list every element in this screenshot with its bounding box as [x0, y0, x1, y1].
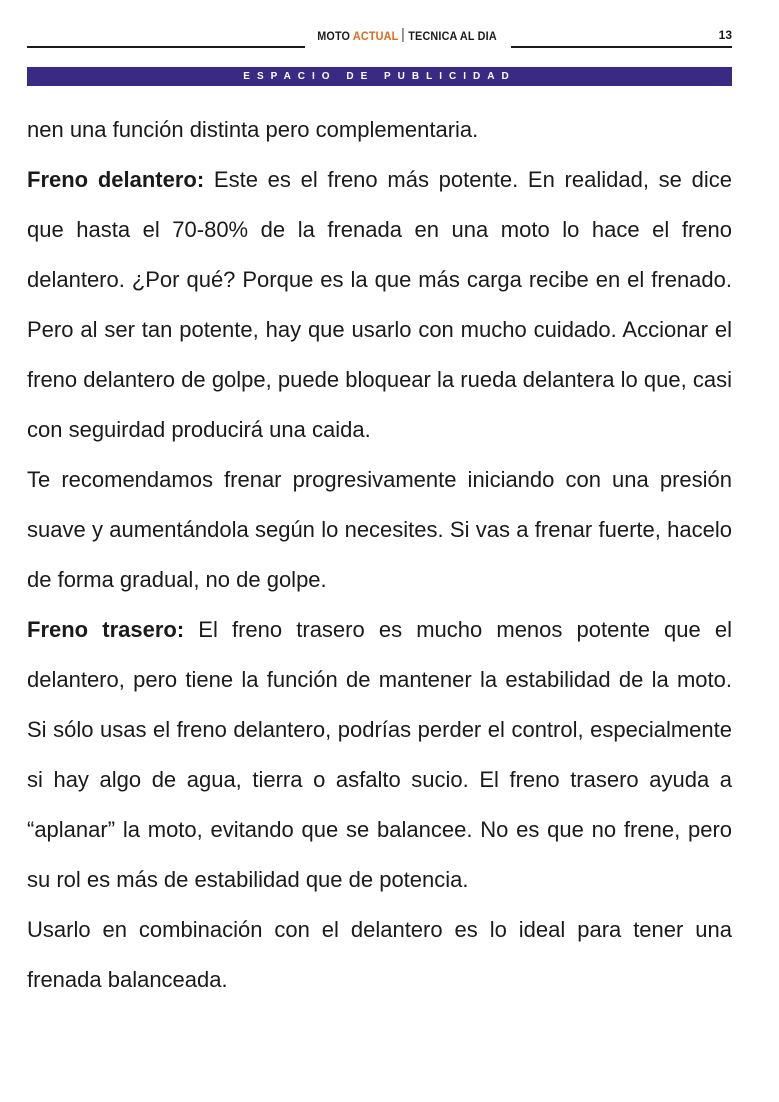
header-rule-left [27, 46, 305, 48]
brand-divider [403, 28, 404, 42]
rear-brake-heading: Freno trasero: [27, 617, 185, 642]
paragraph-front-brake [27, 155, 732, 455]
page-header [27, 28, 732, 50]
article-body [27, 105, 732, 1005]
header-rule-right [511, 46, 732, 48]
section-title: TECNICA AL DIA [408, 29, 497, 43]
paragraph-combination: Usarlo en combinación con el delantero es lo ideal para tener una frenada balanceada. [27, 917, 732, 992]
brand-moto: MOTO [317, 29, 351, 43]
paragraph-intro: nen una función distinta pero complementaria. [27, 117, 479, 142]
ad-banner: ESPACIO DE PUBLICIDAD [27, 67, 732, 86]
publication-brand [317, 28, 497, 43]
front-brake-text: Este es el freno más potente. En realidad, se dice que hasta el 70-80% de la frenada en una moto lo hace el freno delantero. ¿Por qué? Porque es la que más carga recibe en el frenado. Pero al ser tan potente, hay que usarlo con mucho cuidado. Accionar el freno delantero de golpe, puede bloquear la rueda delantera lo que, casi con seguirdad producirá una caida. [27, 167, 732, 442]
paragraph-recommendation: Te recomendamos frenar progresivamente iniciando con una presión suave y aumentándola según lo necesites. Si vas a frenar fuerte, hacelo de forma gradual, no de golpe. [27, 467, 732, 592]
page-number: 13 [718, 28, 732, 42]
brand-actual: ACTUAL [352, 29, 399, 43]
rear-brake-text: El freno trasero es mucho menos potente que el delantero, pero tiene la función de mantener la estabilidad de la moto. Si sólo usas el freno delantero, podrías perder el control, especialmente si hay algo de agua, tierra o asfalto sucio. El freno trasero ayuda a “aplanar” la moto, evitando que se balancee. No es que no frene, pero su rol es más de estabilidad que de potencia. [27, 617, 733, 892]
front-brake-heading: Freno delantero: [27, 167, 205, 192]
paragraph-rear-brake [27, 605, 732, 905]
